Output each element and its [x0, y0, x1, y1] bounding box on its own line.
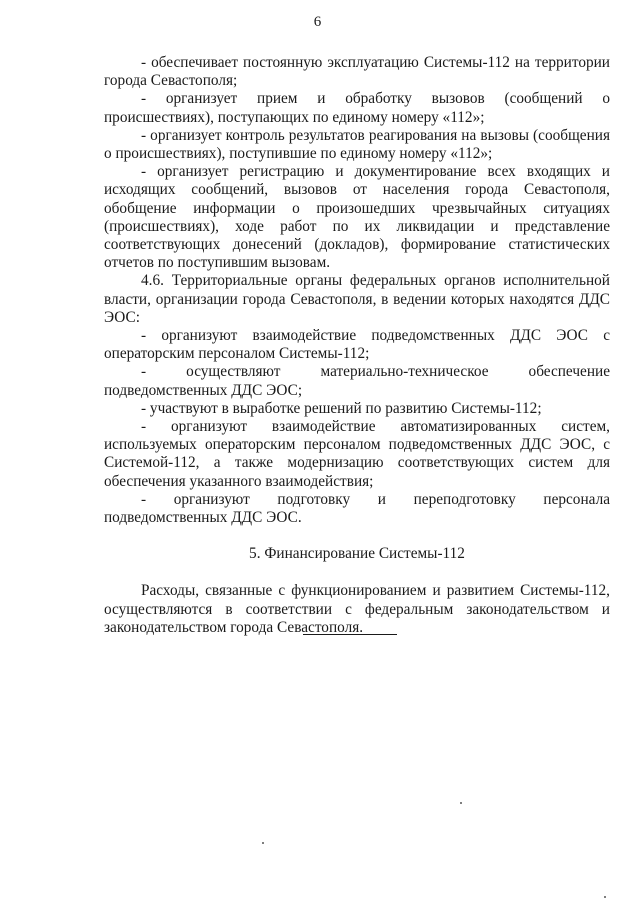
list-item: - участвуют в выработке решений по развитию Системы-112; [141, 399, 542, 417]
list-item: - осуществляют материально-техническое обеспечение подведомственных ДДС ЭОС; [104, 363, 610, 399]
document-body [104, 54, 610, 637]
scan-speck [460, 802, 462, 804]
page-number: 6 [313, 14, 322, 30]
section-5-heading: 5. Финансирование Системы-112 [249, 545, 465, 563]
scan-speck [604, 896, 606, 898]
section-5-paragraph: Расходы, связанные с функционированием и развитием Системы-112, осуществляются в соответствии с федеральным законодательством и законодательством города Севастополя. [104, 582, 610, 636]
scan-speck [262, 842, 264, 844]
list-item: - организует регистрацию и документирование всех входящих и исходящих сообщений, вызовов от населения города Севастополя, обобщение информации о произошедших чрезвычайных ситуациях (происшествиях), ходе работ по их ликвидации и представление соответствующих донесений (докладов), формирование статистических отчетов по поступившим вызовам. [104, 163, 610, 272]
list-item: - организует контроль результатов реагирования на вызовы (сообщения о происшествиях), поступившие по единому номеру «112»; [104, 126, 610, 163]
list-item: - организуют взаимодействие автоматизированных систем, используемых операторским персоналом подведомственных ДДС ЭОС, с Системой-112, а также модернизацию соответствующих систем для обеспечения указанного взаимодействия; [104, 418, 610, 490]
list-item: - организуют взаимодействие подведомственных ДДС ЭОС с операторским персоналом Системы-112; [104, 327, 610, 363]
list-item: - организуют подготовку и переподготовку персонала подведомственных ДДС ЭОС. [104, 490, 610, 527]
closing-rule [303, 634, 397, 635]
list-item: - организует прием и обработку вызовов (сообщений о происшествиях), поступающих по единому номеру «112»; [104, 90, 610, 126]
list-item: - обеспечивает постоянную эксплуатацию Системы-112 на территории города Севастополя; [104, 54, 610, 90]
clause-4-6: 4.6. Территориальные органы федеральных органов исполнительной власти, организации города Севастополя, в ведении которых находятся ДДС ЭОС: [104, 272, 610, 326]
